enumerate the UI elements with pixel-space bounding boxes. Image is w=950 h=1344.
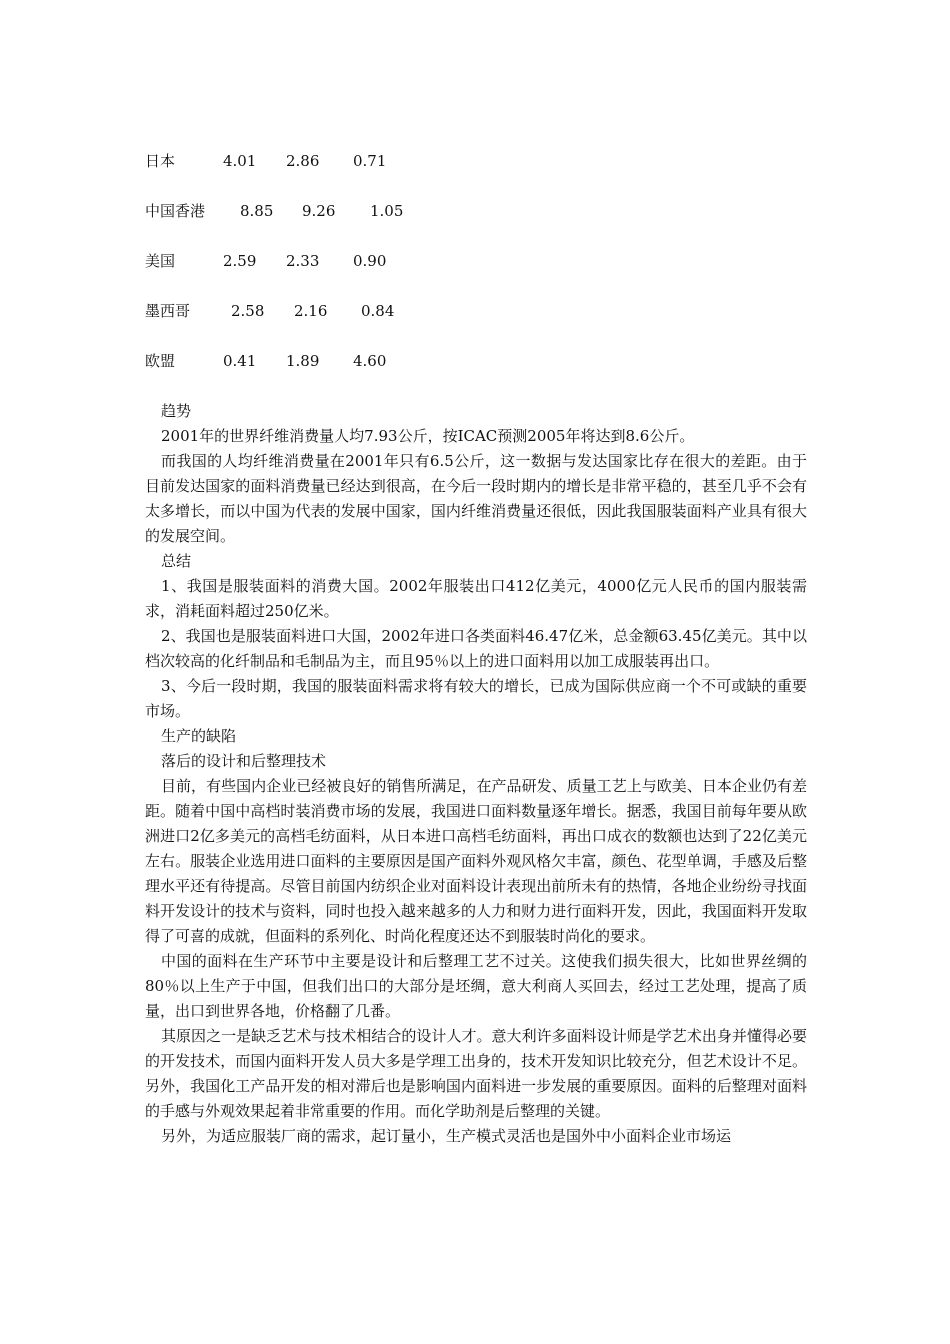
value-cell: 9.26 (302, 202, 336, 220)
value-cell: 2.58 (231, 302, 265, 320)
section-heading: 总结 (161, 552, 192, 570)
region-cell: 美国 (145, 252, 176, 270)
region-cell: 欧盟 (145, 352, 176, 370)
section-heading: 生产的缺陷 (161, 727, 237, 745)
region-cell: 日本 (145, 152, 176, 170)
region-cell: 墨西哥 (145, 302, 191, 320)
value-cell: 2.59 (223, 252, 257, 270)
value-cell: 2.86 (286, 152, 320, 170)
paragraph: 而我国的人均纤维消费量在2001年只有6.5公斤，这一数据与发达国家比存在很大的差距。由于目前发达国家的面料消费量已经达到很高，在今后一段时期内的增长是非常平稳的，甚至几乎不会有太多增长，而以中国为代表的发展中国家，国内纤维消费量还很低，因此我国服装面料产业具有很大的发展空间。 (145, 452, 807, 545)
value-cell: 2.16 (294, 302, 328, 320)
value-cell: 2.33 (286, 252, 320, 270)
section-heading: 落后的设计和后整理技术 (161, 752, 327, 770)
value-cell: 0.90 (353, 252, 387, 270)
paragraph: 2、我国也是服装面料进口大国，2002年进口各类面料46.47亿米，总金额63.45亿美元。其中以档次较高的化纤制品和毛制品为主，而且95％以上的进口面料用以加工成服装再出口。 (145, 627, 807, 670)
value-cell: 0.84 (361, 302, 395, 320)
paragraph: 2001年的世界纤维消费量人均7.93公斤，按ICAC预测2005年将达到8.6公斤。 (161, 427, 695, 445)
document-body (145, 399, 807, 1149)
value-cell: 8.85 (240, 202, 274, 220)
region-cell: 中国香港 (145, 202, 206, 220)
paragraph: 另外，为适应服装厂商的需求，起订量小，生产模式灵活也是国外中小面料企业市场运 (161, 1127, 732, 1145)
value-cell: 0.41 (223, 352, 257, 370)
paragraph: 其原因之一是缺乏艺术与技术相结合的设计人才。意大利许多面料设计师是学艺术出身并懂得必要的开发技术，而国内面料开发人员大多是学理工出身的，技术开发知识比较充分，但艺术设计不足。另外，我国化工产品开发的相对滞后也是影响国内面料进一步发展的重要原因。面料的后整理对面料的手感与外观效果起着非常重要的作用。而化学助剂是后整理的关键。 (145, 1027, 807, 1120)
value-cell: 4.60 (353, 352, 387, 370)
paragraph: 1、我国是服装面料的消费大国。2002年服装出口412亿美元，4000亿元人民币的国内服装需求，消耗面料超过250亿米。 (145, 577, 807, 620)
paragraph: 中国的面料在生产环节中主要是设计和后整理工艺不过关。这使我们损失很大，比如世界丝绸的80％以上生产于中国，但我们出口的大部分是坯绸，意大利商人买回去，经过工艺处理，提高了质量，出口到世界各地，价格翻了几番。 (145, 952, 807, 1020)
value-cell: 0.71 (353, 152, 387, 170)
value-cell: 4.01 (223, 152, 257, 170)
paragraph: 目前，有些国内企业已经被良好的销售所满足，在产品研发、质量工艺上与欧美、日本企业仍有差距。随着中国中高档时装消费市场的发展，我国进口面料数量逐年增长。据悉，我国目前每年要从欧洲进口2亿多美元的高档毛纺面料，从日本进口高档毛纺面料，再出口成衣的数额也达到了22亿美元左右。服装企业选用进口面料的主要原因是国产面料外观风格欠丰富，颜色、花型单调，手感及后整理水平还有待提高。尽管目前国内纺织企业对面料设计表现出前所未有的热情，各地企业纷纷寻找面料开发设计的技术与资料，同时也投入越来越多的人力和财力进行面料开发，因此，我国面料开发取得了可喜的成就，但面料的系列化、时尚化程度还达不到服装时尚化的要求。 (145, 777, 807, 945)
section-heading: 趋势 (161, 402, 192, 420)
paragraph: 3、今后一段时期，我国的服装面料需求将有较大的增长，已成为国际供应商一个不可或缺的重要市场。 (145, 677, 807, 720)
value-cell: 1.05 (370, 202, 404, 220)
value-cell: 1.89 (286, 352, 320, 370)
